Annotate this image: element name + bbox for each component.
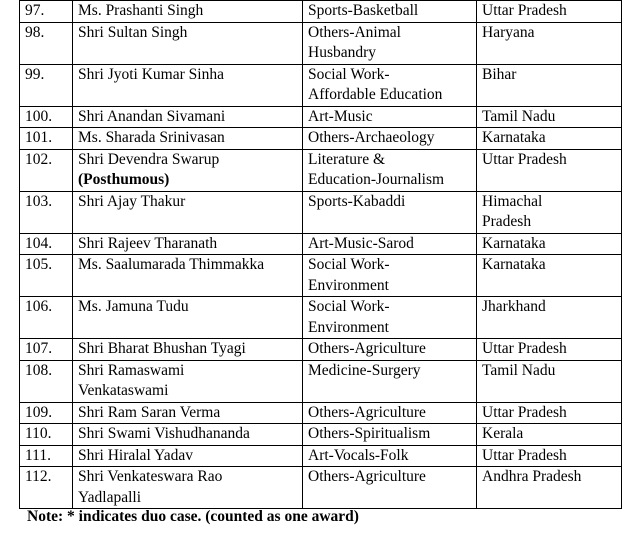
state-cell bbox=[477, 191, 622, 233]
field-cell-line: Art-Vocals-Folk bbox=[308, 446, 409, 464]
field-cell bbox=[303, 297, 477, 339]
field-cell-line: Environment bbox=[308, 318, 389, 336]
state-cell-line: Uttar Pradesh bbox=[482, 150, 567, 168]
state-cell-line: Pradesh bbox=[482, 213, 532, 230]
awardee-name-cell-line: Shri Sultan Singh bbox=[78, 23, 188, 41]
state-cell-line: Kerala bbox=[482, 425, 524, 442]
awardee-name-cell bbox=[73, 1, 303, 23]
state-cell bbox=[477, 424, 622, 446]
table-row bbox=[20, 402, 622, 424]
serial-number-cell: 98. bbox=[20, 22, 73, 64]
field-cell bbox=[303, 22, 477, 64]
field-cell-line: Education-Journalism bbox=[308, 171, 445, 188]
field-cell bbox=[303, 149, 477, 191]
awardee-name-cell-line: Shri Anandan Sivamani bbox=[78, 107, 226, 125]
serial-number-cell: 99. bbox=[20, 64, 73, 106]
field-cell bbox=[303, 106, 477, 128]
state-cell bbox=[477, 402, 622, 424]
serial-number-cell: 109. bbox=[20, 402, 73, 424]
field-cell-line: Social Work- bbox=[308, 65, 390, 83]
serial-number-cell: 104. bbox=[20, 233, 73, 255]
awardee-name-cell bbox=[73, 128, 303, 150]
awardee-name-cell-line: Ms. Jamuna Tudu bbox=[78, 298, 189, 315]
table-row bbox=[20, 297, 622, 339]
awardee-name-cell-line: Ms. Prashanti Singh bbox=[78, 2, 204, 19]
state-cell-line: Jharkhand bbox=[482, 298, 546, 315]
field-cell-line: Husbandry bbox=[308, 44, 377, 61]
field-cell-line: Social Work- bbox=[308, 256, 390, 273]
table-row bbox=[20, 360, 622, 402]
field-cell-line: Environment bbox=[308, 276, 389, 294]
field-cell bbox=[303, 128, 477, 150]
awardee-name-cell-line: Shri Rajeev Tharanath bbox=[78, 234, 218, 252]
awardee-name-cell bbox=[73, 424, 303, 446]
field-cell bbox=[303, 402, 477, 424]
field-cell-line: Others-Agriculture bbox=[308, 468, 426, 485]
awardee-name-cell bbox=[73, 255, 303, 297]
table-row bbox=[20, 64, 622, 106]
field-cell-line: Art-Music-Sarod bbox=[308, 234, 414, 252]
serial-number-cell: 105. bbox=[20, 255, 73, 297]
field-cell-line: Affordable Education bbox=[308, 86, 443, 103]
serial-number-cell: 108. bbox=[20, 360, 73, 402]
awardee-name-cell bbox=[73, 339, 303, 361]
awards-table bbox=[19, 0, 622, 509]
awardee-name-cell bbox=[73, 297, 303, 339]
serial-number-cell: 101. bbox=[20, 128, 73, 150]
state-cell-line: Himachal bbox=[482, 192, 543, 210]
state-cell bbox=[477, 149, 622, 191]
serial-number-cell: 100. bbox=[20, 106, 73, 128]
table-row bbox=[20, 424, 622, 446]
awardee-name-cell-line: Ms. Sharada Srinivasan bbox=[78, 129, 225, 146]
awardee-name-cell bbox=[73, 445, 303, 467]
serial-number-cell: 107. bbox=[20, 339, 73, 361]
state-cell-line: Uttar Pradesh bbox=[482, 446, 567, 464]
field-cell-line: Sports-Kabaddi bbox=[308, 192, 406, 210]
awardee-name-cell bbox=[73, 106, 303, 128]
awardee-name-cell-line: Shri Ram Saran Verma bbox=[78, 403, 221, 421]
awardee-name-cell bbox=[73, 149, 303, 191]
table-row bbox=[20, 467, 622, 509]
table-row bbox=[20, 1, 622, 23]
state-cell-line: Karnataka bbox=[482, 129, 546, 146]
field-cell bbox=[303, 64, 477, 106]
field-cell bbox=[303, 424, 477, 446]
state-cell bbox=[477, 360, 622, 402]
state-cell bbox=[477, 445, 622, 467]
field-cell bbox=[303, 233, 477, 255]
table-row bbox=[20, 445, 622, 467]
serial-number-cell: 102. bbox=[20, 149, 73, 191]
table-row bbox=[20, 149, 622, 191]
awardee-name-cell-line: Shri Jyoti Kumar Sinha bbox=[78, 65, 224, 83]
state-cell bbox=[477, 467, 622, 509]
table-row bbox=[20, 106, 622, 128]
state-cell-line: Uttar Pradesh bbox=[482, 2, 567, 19]
state-cell-line: Haryana bbox=[482, 23, 535, 41]
awardee-name-cell bbox=[73, 402, 303, 424]
field-cell bbox=[303, 467, 477, 509]
state-cell-line: Karnataka bbox=[482, 256, 546, 273]
awardee-name-cell-line: Shri Swami Vishudhananda bbox=[78, 425, 250, 442]
field-cell-line: Others-Archaeology bbox=[308, 129, 435, 146]
awardee-name-cell bbox=[73, 233, 303, 255]
state-cell bbox=[477, 1, 622, 23]
awardee-name-cell-line: Shri Bharat Bhushan Tyagi bbox=[78, 340, 246, 357]
field-cell-line: Social Work- bbox=[308, 298, 390, 315]
field-cell bbox=[303, 445, 477, 467]
awards-table-body bbox=[20, 1, 622, 509]
serial-number-cell: 111. bbox=[20, 445, 73, 467]
awardee-name-cell bbox=[73, 360, 303, 402]
field-cell bbox=[303, 1, 477, 23]
awardee-name-cell-line: Venkataswami bbox=[78, 382, 169, 399]
field-cell-line: Medicine-Surgery bbox=[308, 361, 421, 379]
state-cell-line: Uttar Pradesh bbox=[482, 340, 567, 357]
field-cell bbox=[303, 191, 477, 233]
table-row bbox=[20, 233, 622, 255]
state-cell-line: Karnataka bbox=[482, 234, 546, 252]
state-cell-line: Bihar bbox=[482, 65, 517, 83]
serial-number-cell: 110. bbox=[20, 424, 73, 446]
field-cell-line: Others-Agriculture bbox=[308, 403, 426, 421]
state-cell-line: Andhra Pradesh bbox=[482, 468, 582, 485]
posthumous-label: (Posthumous) bbox=[78, 171, 170, 188]
awardee-name-cell-line: Shri Devendra Swarup bbox=[78, 150, 220, 168]
table-row bbox=[20, 22, 622, 64]
awardee-name-cell-line: Shri Ajay Thakur bbox=[78, 192, 186, 210]
serial-number-cell: 106. bbox=[20, 297, 73, 339]
field-cell bbox=[303, 360, 477, 402]
state-cell bbox=[477, 297, 622, 339]
awardee-name-cell-line: Shri Hiralal Yadav bbox=[78, 446, 193, 464]
field-cell bbox=[303, 339, 477, 361]
footnote: Note: * indicates duo case. (counted as one award) bbox=[27, 508, 359, 525]
table-row bbox=[20, 191, 622, 233]
state-cell-line: Tamil Nadu bbox=[482, 107, 556, 125]
field-cell-line: Sports-Basketball bbox=[308, 2, 419, 19]
table-row bbox=[20, 255, 622, 297]
awardee-name-cell-line: Shri Ramaswami bbox=[78, 361, 185, 379]
awardee-name-cell-line: Shri Venkateswara Rao bbox=[78, 468, 223, 485]
state-cell bbox=[477, 255, 622, 297]
state-cell bbox=[477, 339, 622, 361]
serial-number-cell: 97. bbox=[20, 1, 73, 23]
field-cell-line: Others-Animal bbox=[308, 23, 401, 41]
awardee-name-cell bbox=[73, 467, 303, 509]
field-cell-line: Art-Music bbox=[308, 107, 373, 125]
serial-number-cell: 103. bbox=[20, 191, 73, 233]
state-cell bbox=[477, 106, 622, 128]
serial-number-cell: 112. bbox=[20, 467, 73, 509]
awardee-name-cell bbox=[73, 64, 303, 106]
state-cell-line: Uttar Pradesh bbox=[482, 403, 567, 421]
awardee-name-cell-line: Yadlapalli bbox=[78, 488, 142, 506]
field-cell bbox=[303, 255, 477, 297]
state-cell-line: Tamil Nadu bbox=[482, 361, 556, 379]
table-row bbox=[20, 339, 622, 361]
field-cell-line: Others-Spiritualism bbox=[308, 425, 431, 442]
field-cell-line: Literature & bbox=[308, 150, 386, 168]
awardee-name-cell bbox=[73, 22, 303, 64]
table-row bbox=[20, 128, 622, 150]
state-cell bbox=[477, 64, 622, 106]
field-cell-line: Others-Agriculture bbox=[308, 340, 426, 357]
state-cell bbox=[477, 22, 622, 64]
awardee-name-cell-line: Ms. Saalumarada Thimmakka bbox=[78, 256, 265, 273]
state-cell bbox=[477, 233, 622, 255]
awardee-name-cell bbox=[73, 191, 303, 233]
state-cell bbox=[477, 128, 622, 150]
